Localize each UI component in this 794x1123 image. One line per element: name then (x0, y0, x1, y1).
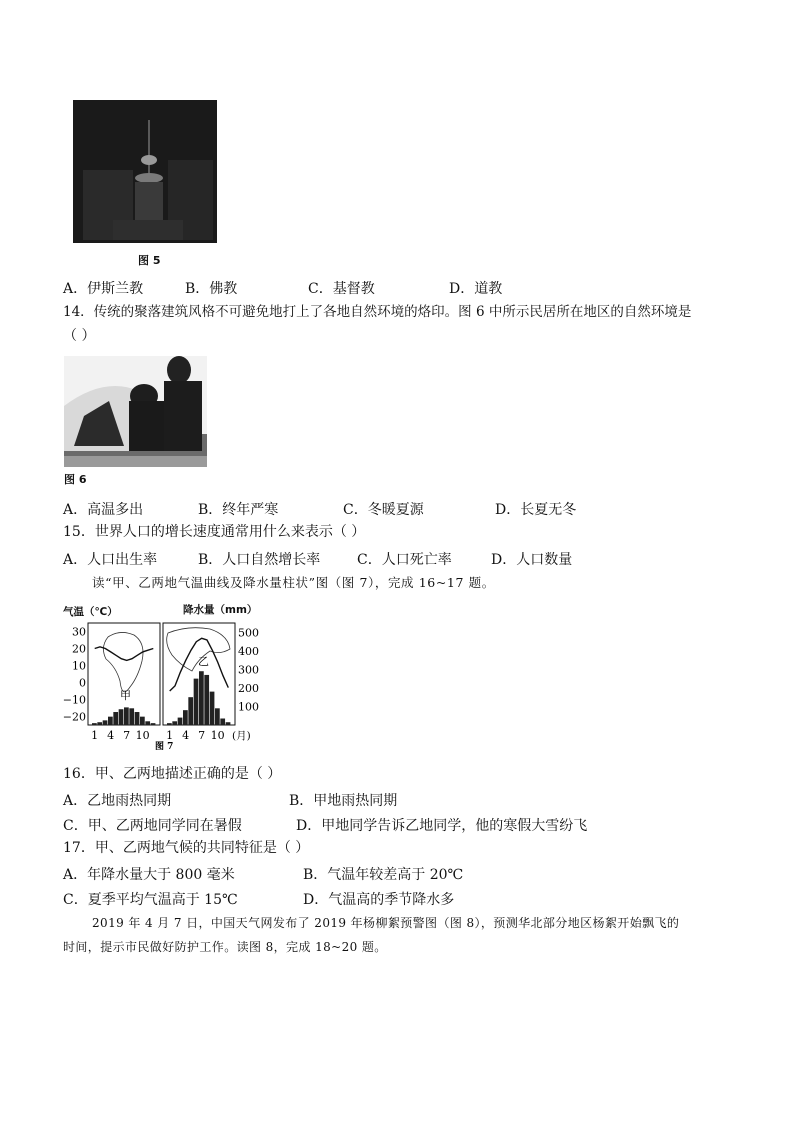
q17-option-c: C．夏季平均气温高于 15℃ (63, 892, 238, 908)
fig7-precip-tick: 300 (238, 663, 259, 677)
fig7-label-jia: 甲 (120, 689, 131, 702)
fig7-bar-jia (97, 722, 102, 725)
q17-stem: 17．甲、乙两地气候的共同特征是（ ） (63, 840, 310, 856)
q16-stem: 16．甲、乙两地描述正确的是（ ） (63, 766, 282, 782)
figure-5-image (73, 100, 217, 243)
fig7-bar-yi (215, 708, 220, 725)
fig7-x-tick: 4 (107, 729, 115, 742)
fig7-x-tick: 7 (198, 729, 206, 742)
q17-option-a: A．年降水量大于 800 毫米 (63, 867, 235, 883)
fig7-bar-jia (113, 712, 118, 725)
intro-16-17: 读“甲、乙两地气温曲线及降水量柱状”图（图 7），完成 16~17 题。 (92, 575, 495, 590)
q15-option-c: C．人口死亡率 (357, 552, 452, 568)
fig7-map-africa (103, 632, 143, 691)
fig7-temp-tick: 0 (79, 676, 86, 690)
fig7-x-tick: 10 (210, 729, 225, 742)
figure-6-image (64, 356, 207, 467)
fig7-label-yi: 乙 (198, 655, 209, 668)
fig7-month-unit: (月) (232, 730, 251, 742)
fig7-precip-tick: 400 (238, 644, 259, 658)
fig7-bar-jia (129, 708, 134, 725)
q13-option-a: A．伊斯兰教 (63, 281, 144, 297)
fig7-bar-yi (183, 710, 188, 725)
fig7-x-tick: 7 (123, 729, 131, 742)
q17-option-b: B．气温年较差高于 20℃ (303, 867, 464, 883)
q15-stem: 15．世界人口的增长速度通常用什么来表示（ ） (63, 524, 366, 540)
fig7-precip-tick: 200 (238, 681, 259, 695)
fig7-bar-yi (210, 692, 215, 725)
q15-option-a: A．人口出生率 (63, 552, 158, 568)
q13-option-c: C．基督教 (308, 281, 375, 297)
fig7-bar-jia (103, 720, 108, 725)
fig7-bar-yi (226, 722, 231, 725)
fig7-bar-jia (145, 721, 150, 725)
fig7-bar-yi (199, 671, 204, 725)
q14-option-c: C．冬暖夏源 (343, 502, 424, 518)
fig7-bar-yi (220, 719, 225, 725)
q17-option-d: D．气温高的季节降水多 (303, 892, 455, 908)
q15-option-d: D．人口数量 (491, 552, 573, 568)
fig7-temp-tick: 10 (72, 659, 86, 673)
fig7-bar-yi (194, 679, 199, 725)
fig7-bar-yi (167, 723, 172, 725)
fig7-x-tick: 1 (166, 729, 174, 742)
q14-option-d: D．长夏无冬 (495, 502, 577, 518)
q14-stem-tail: （ ） (63, 328, 96, 344)
q15-option-b: B．人口自然增长率 (198, 552, 321, 568)
q14-option-b: B．终年严寒 (198, 502, 279, 518)
fig7-bar-jia (135, 712, 140, 725)
fig7-precip-tick: 500 (238, 626, 259, 640)
intro-18-20-line1: 2019 年 4 月 7 日，中国天气网发布了 2019 年杨柳絮预警图（图 8），预测华北部分地区杨絮开始飘飞的 (92, 916, 680, 930)
fig7-temp-tick: −10 (62, 693, 86, 707)
fig7-bar-jia (108, 717, 113, 725)
fig7-bar-jia (140, 717, 145, 725)
figure-6-caption: 图 6 (64, 473, 87, 486)
fig7-bar-jia (124, 707, 129, 725)
q13-option-b: B．佛教 (185, 281, 238, 297)
fig7-bar-yi (172, 721, 177, 725)
figure-5-caption: 图 5 (138, 254, 161, 267)
fig7-caption: 图 7 (155, 742, 174, 750)
fig7-bar-yi (188, 697, 193, 725)
fig7-temp-tick: 20 (72, 642, 86, 656)
q14-stem: 14．传统的聚落建筑风格不可避免地打上了各地自然环境的烙印。图 6 中所示民居所在地区的自然环境是 (63, 304, 692, 320)
intro-18-20-line2: 时间，提示市民做好防护工作。读图 8，完成 18~20 题。 (63, 940, 387, 954)
q16-option-d: D．甲地同学告诉乙地同学，他的寒假大雪纷飞 (296, 818, 588, 834)
fig7-temp-tick: −20 (62, 710, 86, 724)
fig7-bar-jia (119, 709, 124, 725)
figure-6-photo (64, 356, 207, 467)
q14-option-a: A．高温多出 (63, 502, 144, 518)
fig7-temp-tick: 30 (72, 625, 86, 639)
fig7-precip-tick: 100 (238, 700, 259, 714)
q16-option-c: C．甲、乙两地同学同在暑假 (63, 818, 242, 834)
q13-option-d: D．道教 (449, 281, 503, 297)
fig7-precip-label: 降水量（mm） (183, 604, 258, 616)
fig7-temp-label: 气温（℃） (63, 606, 118, 618)
figure-7-chart (60, 615, 265, 750)
fig7-x-tick: 10 (135, 729, 150, 742)
q16-option-a: A．乙地雨热同期 (63, 793, 172, 809)
fig7-bar-yi (204, 675, 209, 725)
fig7-bar-yi (178, 718, 183, 725)
fig7-bar-jia (151, 723, 156, 725)
figure-5-photo (73, 100, 217, 243)
fig7-bar-jia (92, 723, 97, 725)
fig7-x-tick: 1 (91, 729, 99, 742)
fig7-x-tick: 4 (182, 729, 190, 742)
q16-option-b: B．甲地雨热同期 (289, 793, 398, 809)
